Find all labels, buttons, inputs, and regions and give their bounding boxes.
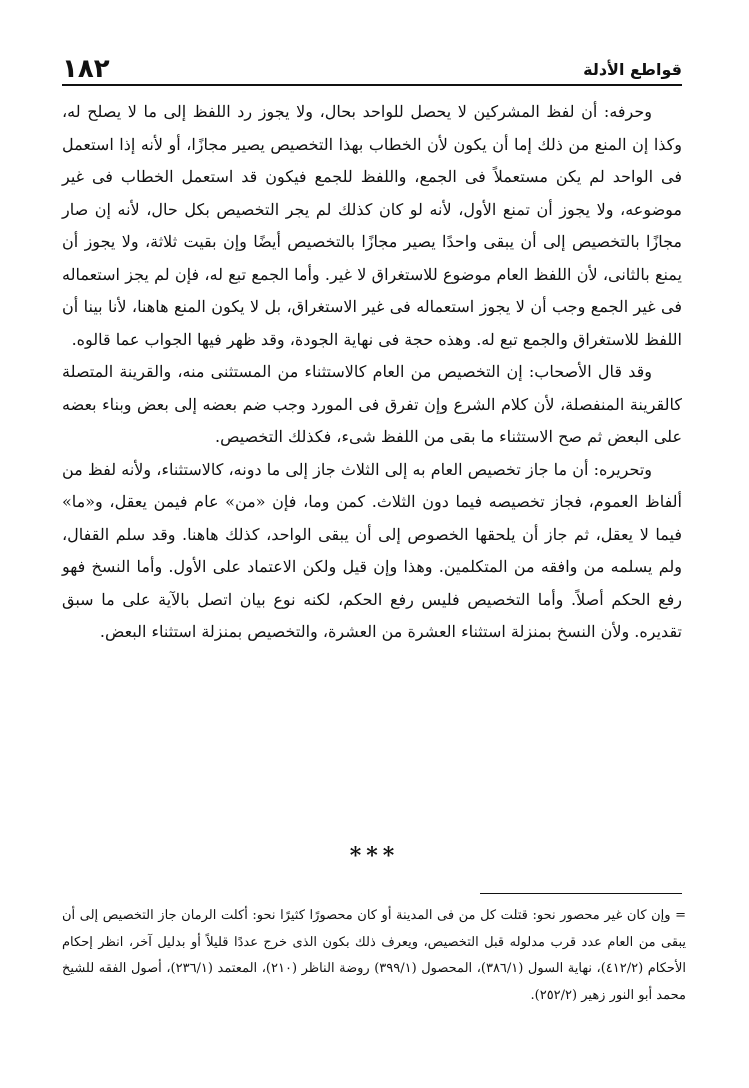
running-title: قواطع الأدلة [583, 60, 682, 79]
footnote-text: = وإن كان غير محصور نحو: قتلت كل من فى المدينة أو كان محصورًا كثيرًا نحو: أكلت الرمان جاز التخصيص إلى أن يبقى من العام عدد قرب مدلوله قبل التخصيص، ويعرف ذلك بكون الذى خرج عددًا قليلاً أو بدليل آخر، انظر إحكام الأحكام (٤١٢/٢)، نهاية السول (٣٨٦/١)، المحصول (٣٩٩/١) روضة الناظر (٢١٠)، المعتمد (٢٣٦/١)، أصول الفقه للشيخ محمد أبو النور زهير (٢٥٢/٢). [62, 908, 686, 1003]
page-number: ١٨٢ [62, 54, 110, 84]
section-separator: *** [349, 843, 400, 869]
main-text [62, 96, 682, 649]
paragraph-argument: وحرفه: أن لفظ المشركين لا يحصل للواحد بحال، ولا يجوز رد اللفظ إلى ما لا يصلح له، وكذا إن المنع من ذلك إما أن يكون لأن الخطاب بهذا التخصيص يصير مجازًا، أو لأنه إذا استعمل فى الواحد لم يكن مستعملاً فى الجمع، واللفظ للجمع فيكون قد استعمل الخطاب فى غير موضوعه، ولا يجوز أن تمنع الأول، لأنه لو كان كذلك لم يجر التخصيص بكل حال، لأنه إن صار مجازًا بالتخصيص إلى أن يبقى واحدًا يصير مجازًا بالتخصيص أيضًا وإن بقيت ثلاثة، ولا يجوز أن يمنع بالثانى، لأن اللفظ العام موضوع للاستغراق لا غير. وأما الجمع تبع له، فإن لم يجز استعماله فى غير الجمع وجب أن لا يجوز استعماله فى غير الاستغراق، بل لا يكون المنع هاهنا، لأنا بينا أن اللفظ للاستغراق والجمع تبع له. وهذه حجة فى نهاية الجودة، وقد ظهر فيها الجواب عما قالوه. [62, 102, 683, 349]
footnote-rule [480, 893, 682, 894]
footnote [62, 903, 686, 1009]
paragraph-restatement: وتحريره: أن ما جاز تخصيص العام به إلى الثلاث جاز إلى ما دونه، كالاستثناء، ولأنه لفظ من ألفاظ العموم، فجاز تخصيصه فيما دون الثلاث. كمن وما، فإن «من» عام فيمن يعقل، و«ما» فيما لا يعقل، ثم جاز أن يلحقها الخصوص إلى أن يبقى الواحد، كذلك هاهنا. وقد سلم القفال، ولم يسلمه من وافقه من المتكلمين. وهذا وإن قيل ولكن الاعتماد على الأول. وأما النسخ فهو رفع الحكم أصلاً. وأما التخصيص فليس رفع الحكم، لكنه نوع بيان اتصل بالآية على ما سبق تقديره. ولأن النسخ بمنزلة استثناء العشرة من العشرة، والتخصيص بمنزلة استثناء البعض. [62, 459, 683, 641]
paragraph-companions: وقد قال الأصحاب: إن التخصيص من العام كالاستثناء من المستثنى منه، والقرينة المتصلة كالقرينة المنفصلة، لأن كلام الشرع وإن تفرق فى المورد وجب ضم بعضه إلى بعض وبناء بعضه على البعض ثم صح الاستثناء ما بقى من اللفظ شىء، فكذلك التخصيص. [62, 362, 682, 446]
header-rule [62, 84, 682, 86]
